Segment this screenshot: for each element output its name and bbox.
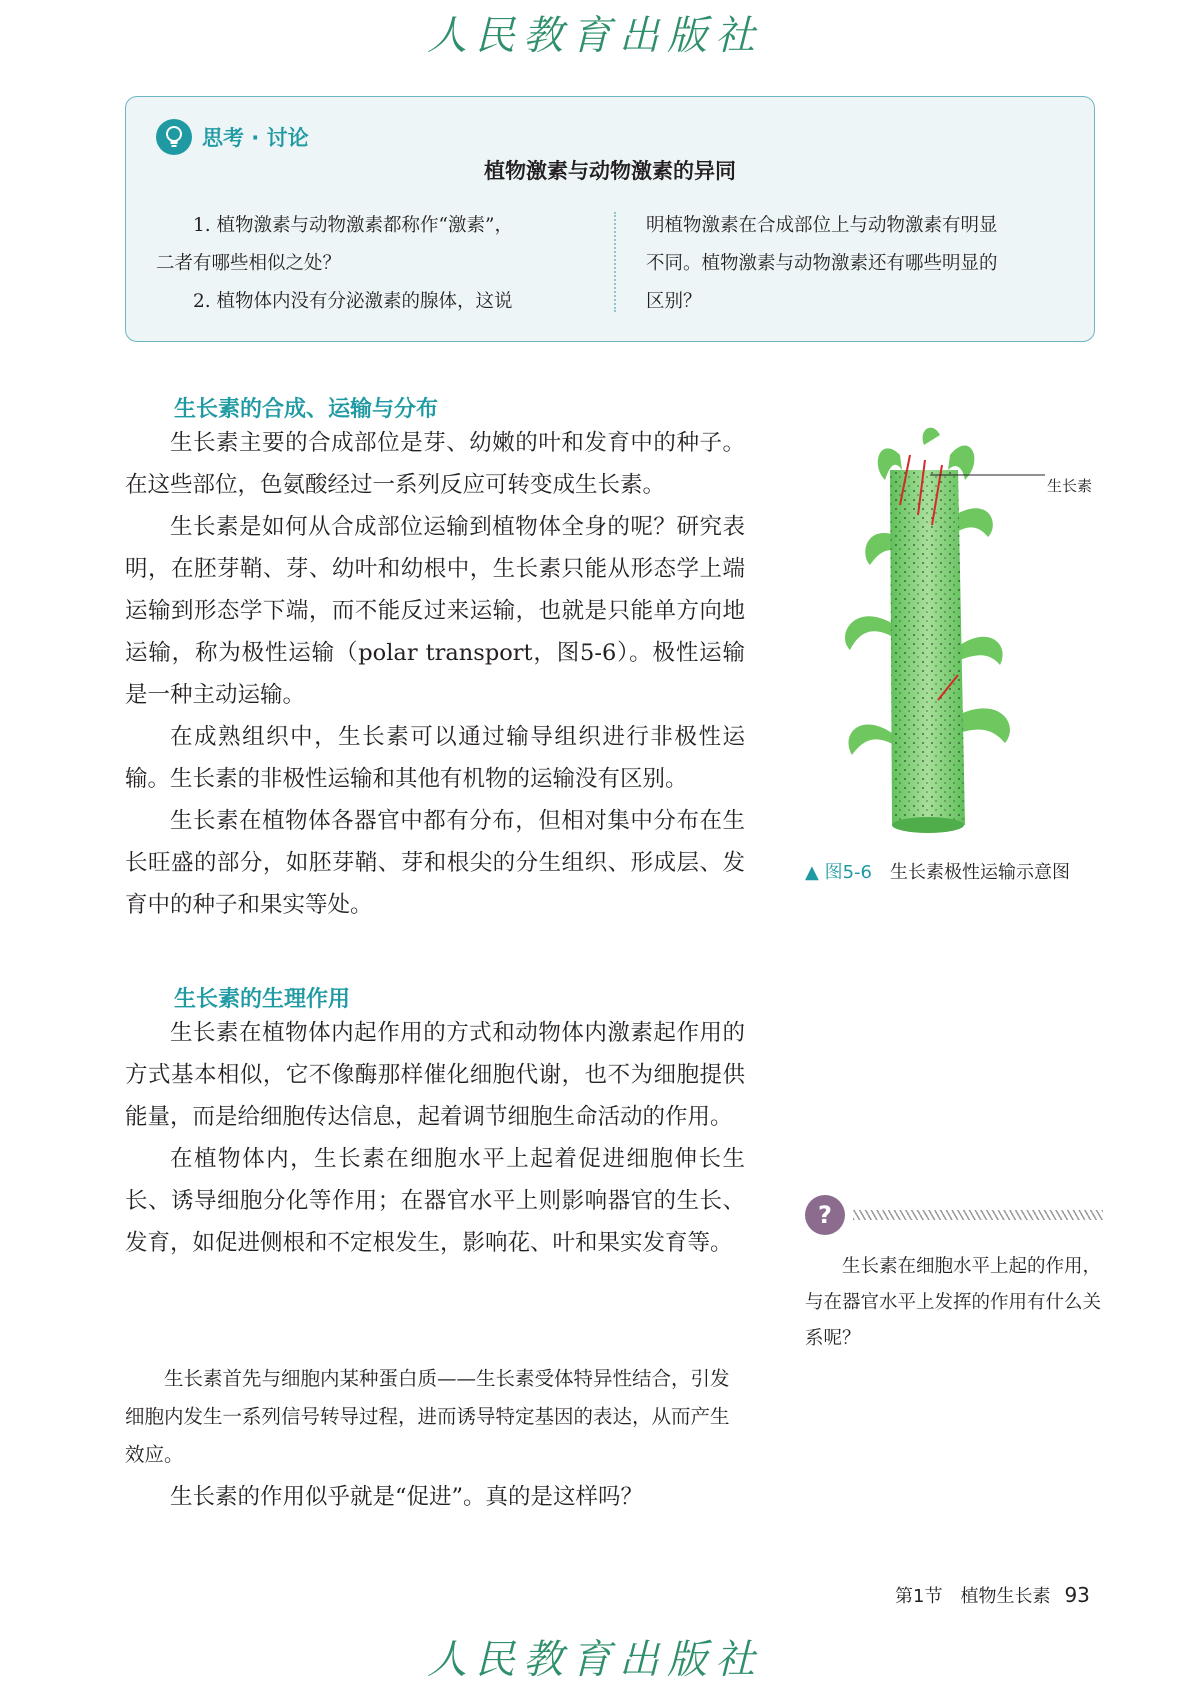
paragraph: 生长素主要的合成部位是芽、幼嫩的叶和发育中的种子。在这些部位，色氨酸经过一系列反应可转变成生长素。: [125, 430, 745, 498]
question-2-line-4: 区别？: [646, 291, 702, 312]
think-discuss-box: [125, 96, 1095, 342]
question-2-line-3: 不同。植物激素与动物激素还有哪些明显的: [646, 253, 998, 274]
think-title: 植物激素与动物激素的异同: [484, 159, 736, 183]
think-column-right: [646, 207, 1066, 321]
question-2-line-1: 2. 植物体内没有分泌激素的腺体，这说: [193, 291, 513, 312]
paragraph: 在成熟组织中，生长素可以通过输导组织进行非极性运输。生长素的非极性运输和其他有机物的运输没有区别。: [125, 724, 745, 792]
figure-caption-text: 生长素极性运输示意图: [889, 862, 1070, 883]
side-question-paragraph: 生长素在细胞水平上起的作用，与在器官水平上发挥的作用有什么关系呢？: [805, 1256, 1102, 1349]
figure-label-auxin: 生长素: [1047, 477, 1093, 495]
section-2-note: [125, 1360, 745, 1474]
section-heading-synthesis: 生长素的合成、运输与分布: [174, 397, 439, 422]
side-question-text: [805, 1249, 1105, 1357]
figure-caption: [805, 858, 1070, 884]
paragraph: 生长素在植物体各器官中都有分布，但相对集中分布在生长旺盛的部分，如胚芽鞘、芽和根尖的分生组织、形成层、发育中的种子和果实等处。: [125, 808, 745, 918]
question-1-line-2: 二者有哪些相似之处？: [156, 253, 342, 274]
page-footer: [895, 1582, 1090, 1608]
paragraph: 生长素在植物体内起作用的方式和动物体内激素起作用的方式基本相似，它不像酶那样催化细胞代谢，也不为细胞提供能量，而是给细胞传达信息，起着调节细胞生命活动的作用。: [125, 1020, 745, 1130]
paragraph: 在植物体内，生长素在细胞水平上起着促进细胞伸长生长、诱导细胞分化等作用；在器官水平上则影响器官的生长、发育，如促进侧根和不定根发生，影响花、叶和果实发育等。: [125, 1146, 745, 1256]
page-number: 93: [1064, 1583, 1090, 1607]
think-label: 思考 · 讨论: [202, 126, 309, 150]
paragraph: 生长素的作用似乎就是“促进”。真的是这样吗？: [170, 1484, 644, 1510]
section-1-body: [125, 422, 745, 926]
paragraph: 生长素首先与细胞内某种蛋白质——生长素受体特异性结合，引发细胞内发生一系列信号转导过程，进而诱导特定基因的表达，从而产生效应。: [125, 1367, 730, 1466]
publisher-watermark-bottom: 人民教育出版社: [427, 1637, 763, 1683]
footer-section: 第1节 植物生长素: [895, 1586, 1051, 1607]
publisher-watermark-top: 人民教育出版社: [427, 13, 763, 59]
side-question-header: [805, 1195, 1105, 1235]
section-heading-physiology: 生长素的生理作用: [174, 987, 351, 1012]
think-header: [156, 119, 309, 155]
hatch-divider: [853, 1210, 1103, 1220]
question-1-line-1: 1. 植物激素与动物激素都称作“激素”，: [193, 215, 513, 236]
side-question-box: [805, 1195, 1105, 1357]
column-divider: [614, 212, 616, 312]
section-2-body: [125, 1012, 745, 1264]
figure-number: 图5-6: [824, 862, 872, 883]
question-mark-icon: ?: [805, 1195, 845, 1235]
triangle-icon: ▲: [805, 862, 825, 883]
question-2-line-2: 明植物激素在合成部位上与动物激素有明显: [646, 215, 998, 236]
paragraph: 生长素是如何从合成部位运输到植物体全身的呢？研究表明，在胚芽鞘、芽、幼叶和幼根中，生长素只能从形态学上端运输到形态学下端，而不能反过来运输，也就是只能单方向地运输，称为极性运输（polar transport，图5-6）。极性运输是一种主动运输。: [125, 514, 745, 708]
section-2-closing: [125, 1476, 745, 1518]
lightbulb-icon: [156, 119, 192, 155]
think-column-left: [156, 207, 596, 321]
